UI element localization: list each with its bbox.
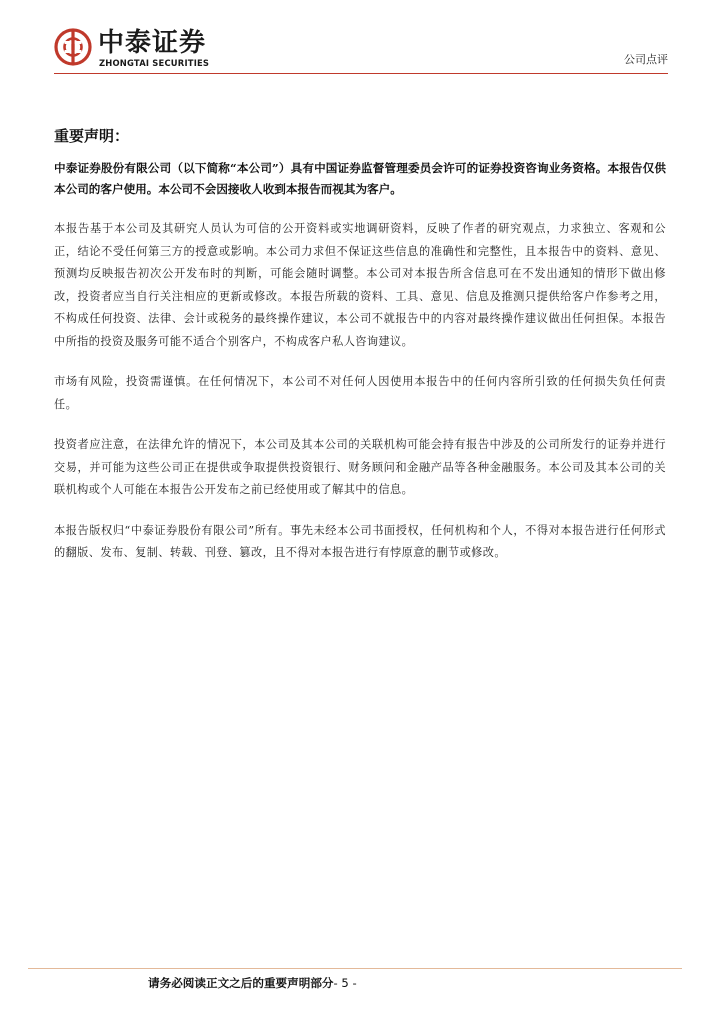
logo-chinese-name: 中泰证券 bbox=[98, 28, 207, 58]
page-number: - 5 - bbox=[333, 976, 357, 990]
document-type-label: 公司点评 bbox=[624, 53, 668, 66]
logo-english-name: ZHONGTAI SECURITIES bbox=[99, 58, 210, 68]
footer-divider bbox=[28, 968, 682, 969]
paragraph-copyright: 本报告版权归“中泰证券股份有限公司”所有。事先未经本公司书面授权，任何机构和个人，不得对本报告进行任何形式的翻版、发布、复制、转载、刊登、篡改，且不得对本报告进行有悖原意的删节或修改。 bbox=[54, 523, 666, 559]
company-logo bbox=[54, 28, 224, 72]
lead-statement: 中泰证券股份有限公司（以下简称“本公司”）具有中国证券监督管理委员会许可的证券投资咨询业务资格。本报告仅供本公司的客户使用。本公司不会因接收人收到本报告而视其为客户。 bbox=[54, 161, 666, 196]
disclaimer-section bbox=[54, 126, 666, 583]
footer-notice: 请务必阅读正文之后的重要声明部分 bbox=[148, 976, 334, 990]
header-divider bbox=[54, 73, 668, 74]
paragraph-research-basis: 本报告基于本公司及其研究人员认为可信的公开资料或实地调研资料，反映了作者的研究观点，力求独立、客观和公正，结论不受任何第三方的授意或影响。本公司力求但不保证这些信息的准确性和完整性，且本报告中的资料、意见、预测均反映报告初次公开发布时的判断，可能会随时调整。本公司对本报告所含信息可在不发出通知的情形下做出修改，投资者应当自行关注相应的更新或修改。本报告所载的资料、工具、意见、信息及推测只提供给客户作参考之用，不构成任何投资、法律、会计或税务的最终操作建议，本公司不就报告中的内容对最终操作建议做出任何担保。本报告中所指的投资及服务可能不适合个别客户，不构成客户私人咨询建议。 bbox=[54, 222, 666, 348]
paragraph-market-risk: 市场有风险，投资需谨慎。在任何情况下，本公司不对任何人因使用本报告中的任何内容所引致的任何损失负任何责任。 bbox=[54, 375, 666, 411]
page-header bbox=[0, 0, 724, 80]
page-footer bbox=[148, 975, 357, 991]
section-title: 重要声明： bbox=[54, 127, 130, 145]
zhongtai-logo-icon bbox=[54, 28, 92, 66]
paragraph-conflict-of-interest: 投资者应注意，在法律允许的情况下，本公司及其本公司的关联机构可能会持有报告中涉及的公司所发行的证券并进行交易，并可能为这些公司正在提供或争取提供投资银行、财务顾问和金融产品等各种金融服务。本公司及其本公司的关联机构或个人可能在本报告公开发布之前已经使用或了解其中的信息。 bbox=[54, 438, 666, 496]
